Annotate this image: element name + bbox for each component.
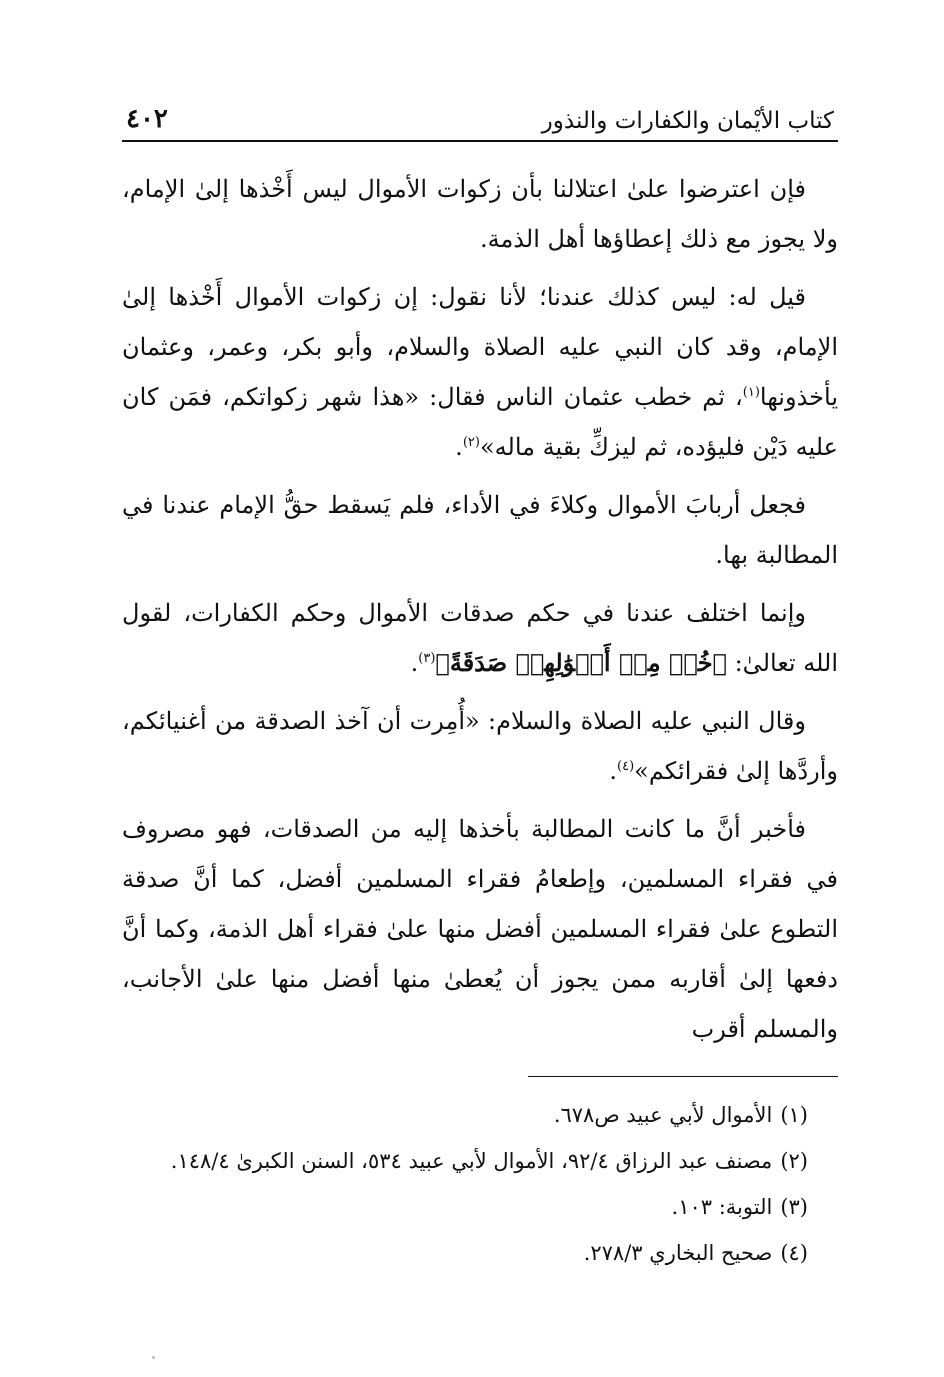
text-run: وإنما اختلف عندنا في حكم صدقات الأموال وحكم الكفارات، لقول الله تعالىٰ:	[122, 599, 838, 677]
text-run: .	[410, 649, 419, 677]
footnote-item	[122, 1187, 838, 1227]
paragraph	[122, 480, 838, 580]
book-page	[122, 86, 838, 1279]
page-number: ٤٠٢	[126, 104, 168, 134]
footnote-ref: (١)	[742, 385, 760, 400]
text-run: قيل له: ليس كذلك عندنا؛ لأنا نقول: إن زكوات الأموال أَخْذها إلىٰ الإمام، وقد كان النبي عليه الصلاة والسلام، وأبو بكر، وعمر، وعثمان يأخذونها	[122, 283, 838, 411]
main-text	[122, 164, 838, 1054]
quran-quote: ﴿خُذۡ مِنۡ أَمۡوَٰلِهِمۡ صَدَقَةً﴾	[435, 648, 727, 677]
scan-speck	[152, 1356, 155, 1359]
footnote-text: صحيح البخاري ٢٧٨/٣.	[583, 1241, 773, 1265]
footnote-text: الأموال لأبي عبيد ص٦٧٨.	[553, 1103, 773, 1127]
running-header	[122, 86, 838, 142]
footnote-text: التوبة: ١٠٣.	[671, 1195, 773, 1219]
text-run: ، ثم خطب عثمان الناس فقال: «هذا شهر زكواتكم، فمَن كان عليه دَيْن فليؤده، ثم ليزكِّ بقية ماله»	[122, 383, 838, 461]
paragraph	[122, 164, 838, 264]
footnote-item	[122, 1141, 838, 1181]
footnote-ref: (٤)	[617, 759, 635, 774]
footnotes	[122, 1095, 838, 1273]
footnote-separator	[528, 1076, 838, 1077]
footnote-ref: (٢)	[462, 435, 480, 450]
footnote-number: (٤)	[780, 1241, 808, 1265]
text-run: فجعل أربابَ الأموال وكلاءَ في الأداء، فلم يَسقط حقُّ الإمام عندنا في المطالبة بها.	[122, 491, 838, 569]
footnote-number: (٣)	[780, 1195, 808, 1219]
text-run: .	[455, 433, 463, 461]
text-run: .	[609, 757, 617, 785]
footnote-ref: (٣)	[418, 651, 436, 666]
text-run: فأخبر أنَّ ما كانت المطالبة بأخذها إليه من الصدقات، فهو مصروف في فقراء المسلمين، وإطعامُ فقراء المسلمين أفضل، كما أنَّ صدقة التطوع علىٰ فقراء المسلمين أفضل منها علىٰ فقراء أهل الذمة، وكما أنَّ دفعها إلىٰ أقاربه ممن يجوز أن يُعطىٰ منها أفضل منها علىٰ الأجانب، والمسلم أقرب	[122, 815, 838, 1043]
paragraph	[122, 804, 838, 1054]
footnote-item	[122, 1233, 838, 1273]
footnote-number: (٢)	[780, 1149, 808, 1173]
paragraph	[122, 696, 838, 796]
text-run: فإن اعترضوا علىٰ اعتلالنا بأن زكوات الأموال ليس أَخْذها إلىٰ الإمام، ولا يجوز مع ذلك إعطاؤها أهل الذمة.	[122, 175, 838, 253]
paragraph	[122, 588, 838, 688]
chapter-title: كتاب الأيْمان والكفارات والنذور	[541, 108, 834, 134]
footnote-number: (١)	[780, 1103, 808, 1127]
paragraph	[122, 272, 838, 472]
footnote-text: مصنف عبد الرزاق ٩٢/٤، الأموال لأبي عبيد ٥٣٤، السنن الكبرىٰ ١٤٨/٤.	[170, 1149, 773, 1173]
text-run: وقال النبي عليه الصلاة والسلام: «أُمِرت أن آخذ الصدقة من أغنيائكم، وأردَّها إلىٰ فقرائكم»	[122, 707, 838, 785]
footnote-item	[122, 1095, 838, 1135]
